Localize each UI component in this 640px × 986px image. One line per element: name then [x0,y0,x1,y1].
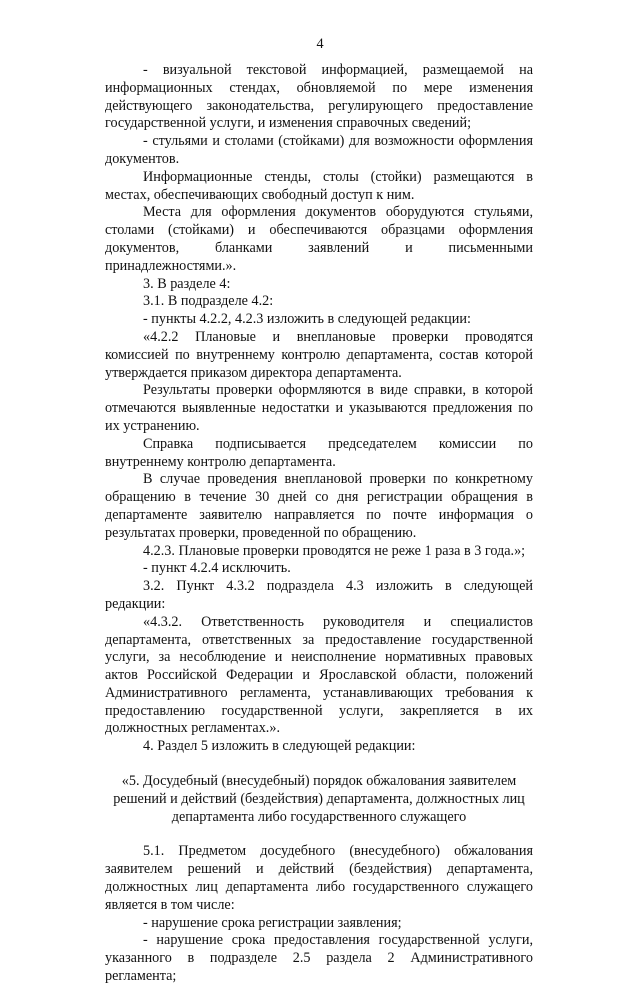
document-body [105,62,533,986]
paragraph: - стульями и столами (стойками) для возможности оформления документов. [105,133,533,167]
paragraph: Справка подписывается председателем комиссии по внутреннему контролю департамента. [105,435,533,470]
paragraph: «4.3.2. Ответственность руководителя и специалистов департамента, ответственных за предоставление государственной услуги, за несоблюдение и неисполнение нормативных правовых актов Российской Федерации и Ярославской области, положений Административного регламента, устанавливающих требования к предоставлению государственной услуги, закрепляется в их должностных регламентах.». [105,613,533,737]
paragraph: 3.2. Пункт 4.3.2 подраздела 4.3 изложить в следующей редакции: [105,578,533,612]
paragraph: Информационные стенды, столы (стойки) размещаются в местах, обеспечивающих свободный доступ к ним. [105,168,533,203]
section-heading-line: решений и действий (бездействия) департамента, должностных лиц [113,790,525,807]
paragraph: 3.1. В подразделе 4.2: [143,293,274,310]
paragraph: - пункты 4.2.2, 4.2.3 изложить в следующей редакции: [143,311,471,328]
paragraph: 4. Раздел 5 изложить в следующей редакции: [143,738,416,755]
paragraph: В случае проведения внеплановой проверки по конкретному обращению в течение 30 дней со дня регистрации обращения в департаменте заявителю направляется по почте информация о результатах проверки, проведенной по обращению. [105,471,533,541]
paragraph: - нарушение срока регистрации заявления; [143,914,402,931]
section-heading-line: департамента либо государственного служащего [171,808,467,825]
paragraph: - пункт 4.2.4 исключить. [143,560,291,577]
page-number: 4 [316,36,324,52]
paragraph: 4.2.3. Плановые проверки проводятся не реже 1 раза в 3 года.»; [143,542,526,559]
paragraph: 3. В разделе 4: [143,275,231,292]
paragraph: - нарушение срока предоставления государственной услуги, указанного в подразделе 2.5 раздела 2 Административного регламента; [105,932,533,985]
section-heading-line: «5. Досудебный (внесудебный) порядок обжалования заявителем [121,773,517,790]
paragraph: Результаты проверки оформляются в виде справки, в которой отмечаются выявленные недостатки и указываются предложения по их устранению. [105,382,533,434]
paragraph: - визуальной текстовой информацией, размещаемой на информационных стендах, обновляемой по мере изменения действующего законодательства, регулирующего предоставление государственной услуги, и изменения справочных сведений; [105,62,533,132]
paragraph: 5.1. Предметом досудебного (внесудебного) обжалования заявителем решений и действий (бездействия) департамента, должностных лиц департамента либо государственного служащего является в том числе: [105,843,533,913]
paragraph: Места для оформления документов оборудуются стульями, столами (стойками) и обеспечиваются образцами оформления документов, бланками заявлений и письменными принадлежностями.». [105,204,533,274]
paragraph: «4.2.2 Плановые и внеплановые проверки проводятся комиссией по внутреннему контролю департамента, состав которой утверждается приказом директора департамента. [105,328,533,381]
